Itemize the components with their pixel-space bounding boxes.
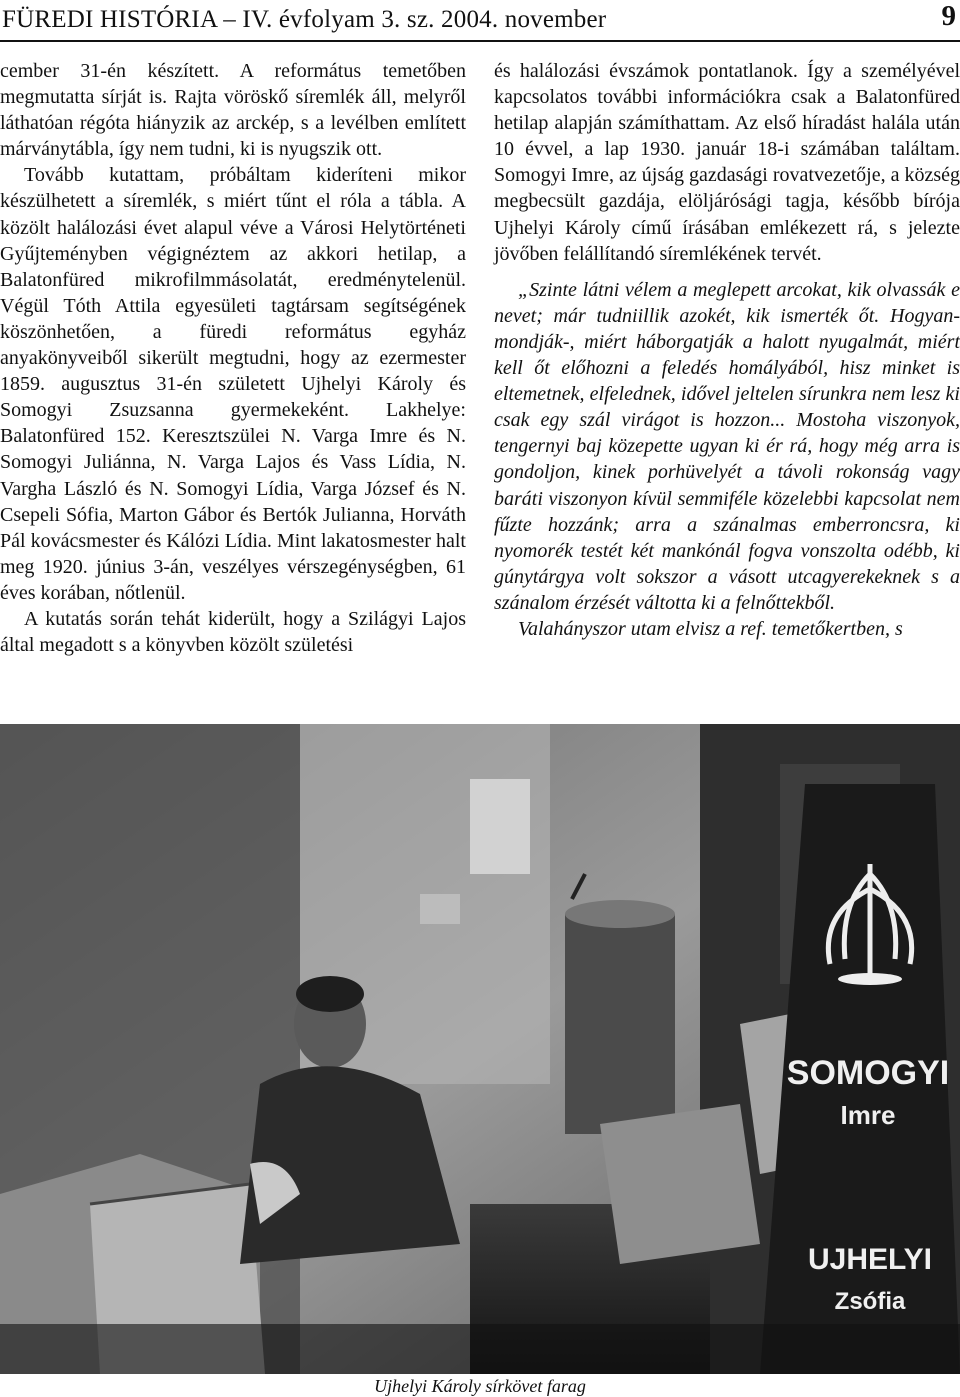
- photo-caption: Ujhelyi Károly sírkövet farag: [374, 1376, 586, 1396]
- photo-illustration: [0, 724, 960, 1374]
- gravestone-name1: SOMOGYI: [786, 1054, 950, 1092]
- workshop-photo: [0, 724, 960, 1374]
- gravestone-name2: UJHELYI: [808, 1243, 932, 1276]
- gravestone-name1-given: Imre: [840, 1100, 896, 1130]
- paragraph: és halálozási évszámok pontatlanok. Így a személyével kapcsolatos további információkra csak a Balatonfüred hetilap alapján számíthattam. Az első híradást halála után 10 évvel, a lap 1930. január 18-i számában találtam. Somogyi Imre, az újság gazdasági rovatvezetője, a község megbecsült gazdája, elöljárósági tagja, később bírója Ujhelyi Károly című írásában emlékezett rá, s jelezte jövőben felállítandó síremlékének tervét.: [494, 60, 960, 265]
- gravestone-name2-given: Zsófia: [834, 1288, 906, 1315]
- paragraph: Tovább kutattam, próbáltam kideríteni mikor készülhetett a síremlék, s miért tűnt el róla a tábla. A közölt halálozási évet alapul véve a Városi Helytörténeti Gyűjteményben végignéztem az akkori hetilap, a Balatonfüred mikrofilmmásolatát, eredménytelenül. Végül Tóth Attila egyesületi tagtársam segítségének köszönhetően, a füredi református egyház anyakönyveiből sikerült megtudni, hogy az ezermester 1859. augusztus 31-én született Ujhelyi Károly és Somogyi Zsuzsanna gyermekeként. Lakhelye: Balatonfüred 152. Keresztszülei N. Varga Imre és N. Somogyi Juliánna, N. Varga Lajos és Vass Lídia, N. Vargha László és N. Somogyi Lídia, Varga József és N. Csepeli Sófia, Marton Gábor és Bertók Julianna, Horváth Pál kovácsmester és Kálózi Lídia. Mint lakatosmester halt meg 1920. június 3-án, veszélyes vérszegénységben, 61 éves korában, nőtlenül.: [0, 164, 466, 604]
- left-column: [0, 58, 466, 658]
- header-title: FÜREDI HISTÓRIA – IV. évfolyam 3. sz. 2004. november: [2, 6, 607, 33]
- running-header: [0, 0, 960, 42]
- quoted-paragraph: „Szinte látni vélem a meglepett arcokat, kik olvassák e nevet; már tudniillik azokét, kik ismerték őt. Hogyan-mondják-, miért háborgatják a halott nyugalmát, miért kell őt előhozni a feledés homályából, hisz minket is eltemetnek, elfelednek, idővel jeltelen sírunkra nem lesz ki csak egy szál virágot is hozzon... Mostoha viszonyok, tengernyi baj közepette ugyan ki ér rá, hogy még arra is gondoljon, kinek porhüvelyét a távoli rokonság vagy baráti viszonyon kívül semmiféle közelebbi kapcsolat nem fűzte hozzánk; arra a szánalmas emberroncsra, ki nyomorék testét két mankónál fogva vonszolta odébb, ki gúnytárgya volt sokszor a vásott utcagyerekeknek s a szánalom érzését váltotta ki a felnőttekből.: [494, 278, 960, 614]
- paragraph: cember 31-én készített. A református temetőben megmutatta sírját is. Rajta vöröskő síremlék áll, melyről láthatóan régóta hiányzik az arckép, s a levélben említett márványtábla, így nem tudni, ki is nyugszik ott.: [0, 60, 466, 161]
- right-column: [494, 58, 960, 642]
- quoted-paragraph: Valahányszor utam elvisz a ref. temetőkertben, s: [518, 617, 903, 640]
- page-number: 9: [941, 0, 956, 32]
- paragraph: A kutatás során tehát kiderült, hogy a Szilágyi Lajos által megadott s a könyvben közölt születési: [0, 607, 466, 657]
